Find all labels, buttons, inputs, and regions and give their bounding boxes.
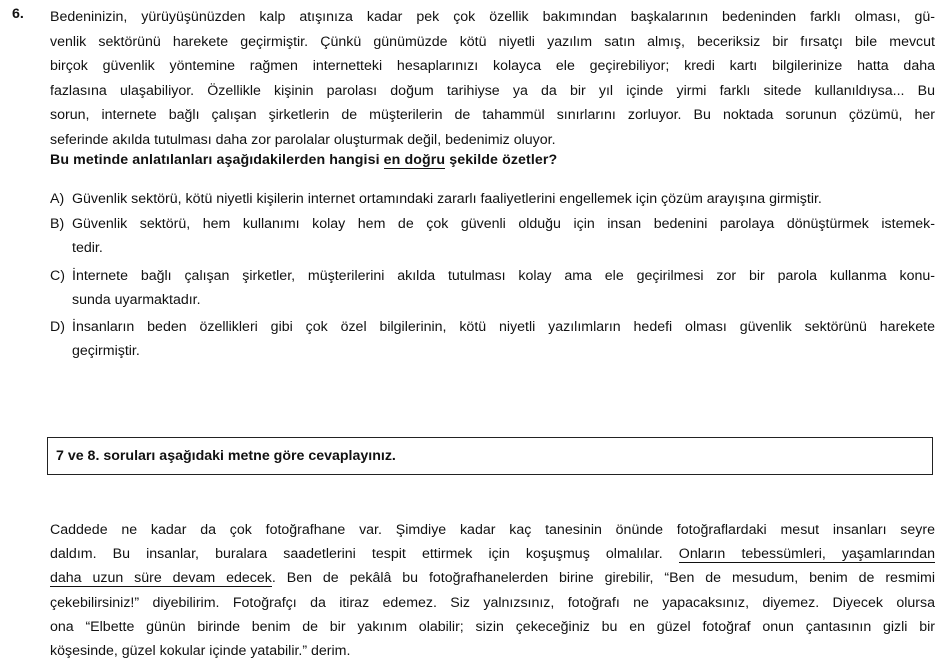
- question-6-passage: [50, 5, 935, 153]
- instruction-text: 7 ve 8. soruları aşağıdaki metne göre cevaplayınız.: [56, 448, 396, 464]
- passage-segment: daldım. Bu insanlar, buralara saadetlerini tespit ettirmek için koşuşmuş olmalılar.: [50, 546, 679, 563]
- passage-line: venlik sektörünü harekete geçirmiştir. Çünkü günümüzde kötü niyetli yazılım satın almış, beceriksiz bir fırsatçı bile mevcut: [50, 33, 935, 50]
- option-text: Güvenlik sektörü, kötü niyetli kişilerin internet ortamındaki zararlı faaliyetlerini engellemek için çözüm arayışına girmiştir.: [72, 191, 822, 207]
- instruction-box: [47, 437, 933, 475]
- option-text: Güvenlik sektörü, hem kullanımı kolay hem de çok güvenli olduğu için insan bedenini parolaya dönüştürmek istemek-: [72, 216, 935, 232]
- option-text: tedir.: [72, 240, 103, 257]
- passage-line: ona “Elbette günün birinde benim de bir yakınım olabilir; sizin çekeceğiniz bu en güzel fotoğraf onun çantasının gizli bir: [50, 618, 935, 635]
- passage-line: Bedeninizin, yürüyüşünüzden kalp atışınıza kadar pek çok özellik bakımından başkalarının bedeninden farklı olması, gü-: [50, 9, 935, 25]
- prompt-text-end: şekilde özetler?: [445, 152, 558, 168]
- passage-line: köşesinde, güzel kokular içinde yatabilir.” derim.: [50, 643, 351, 660]
- option-letter: A): [50, 191, 65, 207]
- passage-line: seferinde akılda tutulması daha zor parolalar oluşturmak değil, bedenimiz oluyor.: [50, 131, 556, 148]
- passage-line: birçok güvenlik yöntemine rağmen internetteki hesaplarınızı kolayca ele geçirebiliyor; kredi kartı bilgilerinize hatta daha: [50, 58, 935, 75]
- passage-line: [50, 542, 935, 566]
- passage-7-8: [50, 518, 935, 663]
- underlined-sentence: daha uzun süre devam edecek: [50, 570, 272, 587]
- option-text: İnternete bağlı çalışan şirketler, müşterilerini akılda tutulması kolay ama ele geçirilmesi zor bir parola kullanma konu-: [72, 268, 935, 284]
- passage-line: [50, 566, 935, 590]
- question-number: 6.: [12, 6, 24, 22]
- option-text: sunda uyarmaktadır.: [72, 292, 201, 309]
- prompt-text: Bu metinde anlatılanları aşağıdakilerden hangisi: [50, 152, 384, 168]
- option-letter: B): [50, 216, 65, 232]
- passage-line: sorun, internete bağlı çalışan şirketlerin de müşterilerin de tahammül sınırlarını zorluyor. Bu noktada sorunun çözümü, her: [50, 107, 935, 124]
- passage-segment: . Ben de pekâlâ bu fotoğrafhanelerden birine girebilir, “Ben de mesudum, benim de resmimi: [271, 570, 935, 587]
- option-text: geçirmiştir.: [72, 343, 140, 360]
- prompt-emphasis: en doğru: [383, 152, 446, 168]
- passage-line: Caddede ne kadar da çok fotoğrafhane var. Şimdiye kadar kaç tanesinin önünde fotoğraflardaki mesut insanları seyre: [50, 522, 935, 538]
- underlined-sentence: Onların tebessümleri, yaşamlarından: [678, 546, 935, 563]
- passage-line: çekebilirsiniz!” diyebilirim. Fotoğrafçı da itiraz edemez. Siz yalnızsınız, fotoğrafı ne yapacaksınız, diyemez. Diyecek olursa: [50, 594, 935, 611]
- question-prompt: [50, 152, 557, 168]
- option-letter: D): [50, 319, 65, 335]
- option-text: İnsanların beden özellikleri gibi çok özel bilgilerinin, kötü niyetli yazılımların hedefi olması güvenlik sektörünü harekete: [72, 319, 935, 335]
- passage-line: fazlasına ulaşabiliyor. Özellikle kişinin parolası doğum tarihiyse ya da bir yıl içinde yirmi farklı sitede kullanıldıysa... Bu: [50, 82, 935, 99]
- option-letter: C): [50, 268, 65, 284]
